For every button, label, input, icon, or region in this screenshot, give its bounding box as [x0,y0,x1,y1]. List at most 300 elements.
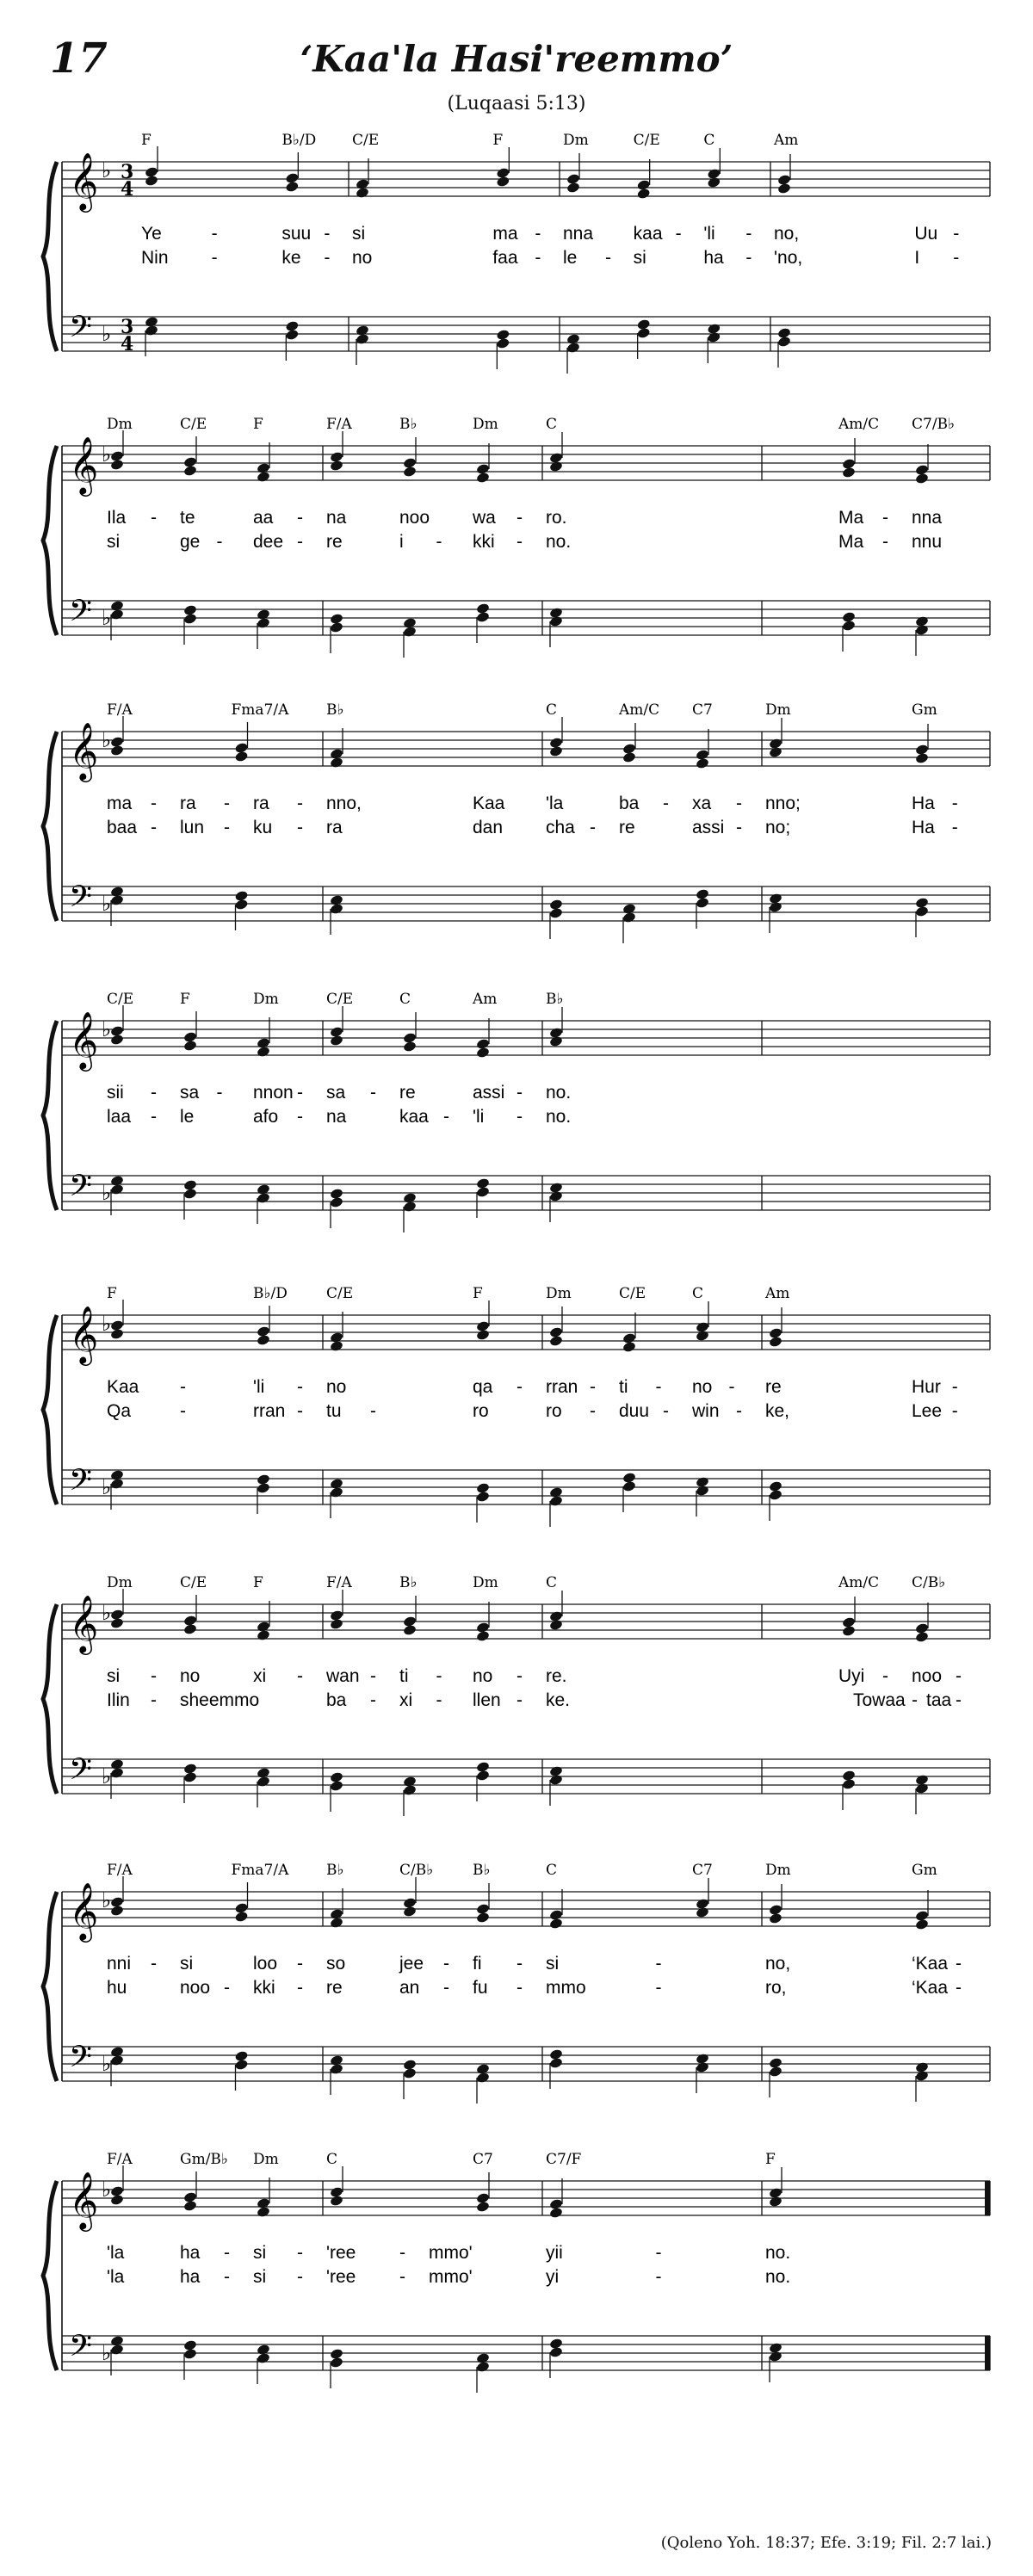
lyric-syllable: ra [253,794,269,813]
lyric-syllable: - [951,1377,958,1397]
lyric-syllable: so [326,1954,346,1974]
chord-symbol: Dm [107,416,133,433]
treble-note [769,2196,783,2208]
lyric-syllable: laa [107,1107,132,1127]
chord-symbol: Dm [765,1862,791,1879]
lyric-syllable: lun [180,818,205,837]
system-brace [43,1892,57,2081]
key-signature-flat: ♭ [102,892,112,916]
treble-note [110,1905,125,1917]
lyric-syllable: ha [703,248,724,268]
system-brace [43,732,57,921]
treble-note [110,1328,125,1340]
lyric-syllable: Towaa [853,1690,906,1710]
treble-clef: 𝄞 [69,151,99,210]
key-signature-flat: ♭ [102,1017,112,1041]
key-signature-flat: ♭ [102,158,112,182]
treble-note [330,1035,344,1047]
treble-staff [62,1881,990,1943]
bass-note [696,2061,710,2073]
chord-symbol: Dm [253,2151,279,2168]
final-bar-line [985,2181,990,2215]
lyric-syllable: - [655,1377,662,1397]
lyric-syllable: kki [473,532,495,552]
lyric-syllable: - [436,1690,442,1710]
lyric-syllable: mmo [546,1978,586,1998]
lyric-syllable: - [297,2267,303,2287]
lyric-syllable: re [399,1083,416,1103]
lyric-syllable: xi [399,1690,413,1710]
bass-note [769,2066,783,2078]
lyric-syllable: fi [473,1954,482,1974]
lyric-syllable: taa [926,1690,952,1710]
lyric-syllable: yi [546,2267,560,2287]
treble-note [257,2206,271,2218]
lyric-syllable: ti [399,1666,409,1686]
lyric-syllable: - [956,1954,962,1974]
chord-symbol: F [107,1285,117,1302]
bass-clef: 𝄢 [69,2039,93,2081]
treble-note [496,176,510,188]
lyric-syllable: win [692,1401,720,1421]
lyric-syllable: ba [619,794,640,813]
system-7 [0,1859,1033,2117]
bass-note [549,615,564,627]
lyric-syllable: Uyi [838,1666,865,1686]
lyric-syllable: - [436,1666,442,1686]
system-6 [0,1572,1033,1830]
lyric-syllable: no [473,1666,493,1686]
bass-note [257,1776,271,1788]
treble-note [257,1046,271,1058]
bass-note [183,1188,198,1200]
bass-note [476,2072,491,2084]
key-signature-flat: ♭ [102,322,112,346]
lyric-syllable: si [253,2267,267,2287]
lyric-syllable: - [953,248,960,268]
chord-symbol: F/A [326,416,352,433]
lyric-syllable: nnon [253,1083,294,1103]
lyric-syllable: - [951,1401,958,1421]
treble-note [356,187,370,199]
bass-note [234,899,249,911]
treble-note [769,1336,783,1348]
lyric-syllable: 'li [253,1377,265,1397]
bass-note [403,1784,418,1796]
treble-note [110,1617,125,1629]
lyric-syllable: - [590,1401,596,1421]
key-signature-flat: ♭ [102,728,112,752]
lyric-syllable: - [516,1083,523,1103]
lyric-syllable: baa [107,818,138,837]
chord-symbol: C [546,701,558,719]
lyric-syllable: - [436,532,442,552]
treble-note [915,473,930,485]
chord-symbol: C [399,991,411,1008]
lyric-syllable: wan [326,1666,360,1686]
treble-note [476,1912,491,1924]
lyric-syllable: nnu [912,532,943,552]
lyric-syllable: - [882,532,888,552]
lyric-syllable: ge [180,532,201,552]
chord-symbol: F [253,1574,263,1591]
lyric-syllable: rran [546,1377,578,1397]
system-brace [43,1021,57,1210]
chord-symbol: Gm/B♭ [180,2151,228,2168]
bass-note [285,329,300,341]
lyric-syllable: - [516,508,523,528]
lyric-syllable: kki [253,1978,275,1998]
lyric-syllable: - [151,1666,157,1686]
lyric-syllable: Kaa [473,794,505,813]
lyric-syllable: ha [180,2267,201,2287]
bass-clef: 𝄢 [69,1462,93,1504]
lyric-syllable: Nin [141,248,169,268]
chord-symbol: Gm [912,701,937,719]
treble-note [234,1911,249,1923]
lyric-syllable: ha [180,2243,201,2263]
lyric-syllable: - [745,248,752,268]
key-signature-flat: ♭ [102,1601,112,1625]
key-signature-flat: ♭ [102,1764,112,1788]
time-signature-top: 3 [121,316,134,338]
bass-clef: 𝄢 [69,1751,93,1794]
lyric-syllable: - [882,1666,888,1686]
lyric-syllable: nna [563,224,594,244]
system-4 [0,988,1033,1246]
lyric-syllable: nno; [765,794,801,813]
bass-note [622,911,637,924]
bass-note [110,608,125,621]
lyric-syllable: assi [692,818,725,837]
bass-staff [62,309,990,355]
lyric-syllable: duu [619,1401,650,1421]
lyric-syllable: no [692,1377,713,1397]
lyric-syllable: - [297,1377,303,1397]
lyric-syllable: 'la [107,2267,125,2287]
system-svg [0,699,1033,957]
chord-symbol: C [546,1574,558,1591]
key-signature-flat: ♭ [102,2341,112,2365]
bass-note [769,2351,783,2363]
lyric-syllable: - [663,794,669,813]
lyric-syllable: le [180,1107,195,1127]
lyric-syllable: Ma [838,508,864,528]
lyric-syllable: sa [180,1083,200,1103]
system-brace [43,1604,57,1794]
treble-note [183,465,198,477]
chord-symbol: B♭ [473,1862,491,1879]
treble-note [769,1912,783,1924]
bass-staff [62,1462,990,1504]
bass-note [476,2361,491,2373]
chord-symbol: F [253,416,263,433]
lyric-syllable: - [297,532,303,552]
chord-symbol: C/E [326,991,354,1008]
lyric-syllable: - [951,818,958,837]
lyric-syllable: 'li [473,1107,485,1127]
lyric-syllable: - [655,1978,662,1998]
lyric-syllable: Lee [912,1401,943,1421]
treble-note [915,1918,930,1930]
chord-symbol: Am [765,1285,790,1302]
lyric-syllable: si [107,1666,121,1686]
chord-symbol: C [326,2151,338,2168]
bass-note [330,621,344,633]
lyric-syllable: noo [399,508,430,528]
lyric-syllable: no [180,1666,201,1686]
lyric-syllable: - [180,1377,186,1397]
chord-symbol: F/A [326,1574,352,1591]
bass-clef: 𝄢 [69,2328,93,2370]
lyric-syllable: - [297,1978,303,1998]
lyric-syllable: sii [107,1083,124,1103]
lyric-syllable: - [370,1401,376,1421]
lyric-syllable: ti [619,1377,628,1397]
key-signature-flat: ♭ [102,1888,112,1912]
lyric-syllable: - [224,818,230,837]
lyric-syllable: an [399,1978,420,1998]
chord-symbol: F/A [107,1862,133,1879]
lyric-syllable: ro, [765,1978,787,1998]
bass-note [566,342,581,354]
lyric-syllable: llen [473,1690,501,1710]
lyric-syllable: no; [765,818,791,837]
lyric-syllable: - [297,1107,303,1127]
lyric-syllable: si [633,248,646,268]
treble-note [110,744,125,757]
system-5 [0,1282,1033,1541]
lyric-syllable: ra [326,818,343,837]
lyric-syllable: re [326,532,343,552]
lyric-syllable: - [151,1083,157,1103]
chord-symbol: C7 [692,1862,713,1879]
bass-note [110,1767,125,1779]
system-svg [0,129,1033,387]
chord-symbol: F [180,991,190,1008]
bass-note [915,1782,930,1795]
chord-symbol: F [141,132,152,149]
treble-note [330,1618,344,1630]
chord-symbol: B♭ [326,1862,344,1879]
lyric-syllable: no. [765,2243,791,2263]
bass-note [915,2070,930,2082]
treble-clef: 𝄞 [69,721,99,780]
lyric-syllable: wa [473,508,496,528]
lyric-syllable: - [736,794,742,813]
lyric-syllable: Qa [107,1401,132,1421]
treble-note [110,2194,125,2206]
lyric-syllable: mmo' [429,2243,473,2263]
system-brace [43,1315,57,1504]
treble-note [549,2207,564,2219]
lyric-syllable: Ila [107,508,127,528]
treble-note [330,2195,344,2207]
lyric-syllable: - [297,818,303,837]
bass-note [403,1201,418,1213]
chord-symbol: Gm [912,1862,937,1879]
lyric-syllable: kaa [399,1107,429,1127]
lyric-syllable: - [297,794,303,813]
treble-note [696,1330,710,1342]
bass-note [183,2348,198,2360]
treble-clef: 𝄞 [69,1881,99,1940]
bass-note [356,333,370,345]
system-svg [0,413,1033,671]
lyric-syllable: yii [546,2243,563,2263]
lyric-syllable: - [224,2267,230,2287]
bass-staff [62,2328,990,2370]
bass-note [403,2067,418,2079]
bass-note [110,1478,125,1490]
lyric-syllable: si [107,532,121,552]
bass-note [769,1489,783,1501]
lyric-syllable: no. [765,2267,791,2287]
lyric-syllable: afo [253,1107,279,1127]
treble-clef: 𝄞 [69,1010,99,1069]
bass-note [257,1482,271,1494]
lyric-syllable: - [535,248,541,268]
lyric-syllable: - [297,2243,303,2263]
lyric-syllable: si [352,224,366,244]
time-signature-top: 3 [121,161,134,183]
lyric-syllable: Ha [912,818,935,837]
treble-note [476,1630,491,1642]
chord-symbol: Dm [563,132,589,149]
lyric-syllable: - [675,224,682,244]
key-signature-flat: ♭ [102,442,112,466]
treble-clef: 𝄞 [69,436,99,494]
chord-symbol: B♭ [399,416,418,433]
treble-note [285,181,300,193]
chord-symbol: C/E [619,1285,646,1302]
chord-symbol: Dm [253,991,279,1008]
chord-symbol: F [765,2151,776,2168]
treble-note [403,466,418,478]
lyric-syllable: I [914,248,920,268]
lyric-syllable: no, [765,1954,791,1974]
lyric-syllable: cha [546,818,575,837]
chord-symbol: C/E [326,1285,354,1302]
chord-symbol: C [546,416,558,433]
bass-note [915,624,930,636]
lyric-syllable: 'no, [774,248,803,268]
chord-symbol: C7/B♭ [912,416,956,433]
lyric-syllable: sheemmo [180,1690,260,1710]
lyric-syllable: - [297,1083,303,1103]
lyric-syllable: noo [180,1978,211,1998]
lyric-syllable: - [535,224,541,244]
bass-note [549,1495,564,1507]
lyric-syllable: - [399,2243,405,2263]
bass-clef: 𝄢 [69,1168,93,1210]
chord-symbol: Am [774,132,799,149]
key-signature-flat: ♭ [102,1312,112,1336]
lyric-syllable: - [956,1978,962,1998]
bass-note [636,327,651,339]
lyric-syllable: xa [692,794,712,813]
lyric-syllable: - [736,1401,742,1421]
lyric-syllable: ke [281,248,301,268]
chord-symbol: Am [473,991,498,1008]
bass-note [330,2357,344,2369]
lyric-syllable: - [297,1666,303,1686]
chord-symbol: B♭ [399,1574,418,1591]
chord-symbol: C [546,1862,558,1879]
treble-note [696,757,710,769]
lyric-syllable: - [399,2267,405,2287]
lyric-syllable: Kaa [107,1377,139,1397]
chord-symbol: C7/F [546,2151,582,2168]
lyric-syllable: no [326,1377,347,1397]
lyric-syllable: si [546,1954,560,1974]
treble-staff [62,2171,990,2232]
lyric-syllable: - [516,1107,523,1127]
chord-symbol: C/E [107,991,134,1008]
key-signature-flat: ♭ [102,2178,112,2202]
chord-symbol: B♭/D [281,132,317,149]
treble-note [566,182,581,194]
treble-note [476,1047,491,1059]
treble-note [549,745,564,757]
lyric-syllable: 'la [546,794,564,813]
lyric-syllable: ba [326,1690,347,1710]
system-brace [43,162,57,351]
chord-symbol: F [492,132,504,149]
lyric-syllable: - [956,1690,962,1710]
bass-note [330,2063,344,2075]
lyric-syllable: nna [912,508,943,528]
lyric-syllable: rran [253,1401,286,1421]
chord-symbol: B♭ [326,701,344,719]
chord-symbol: C/E [633,132,660,149]
chord-symbol: B♭ [546,991,564,1008]
lyric-syllable: 'ree [326,2267,356,2287]
bass-note [842,620,857,632]
bass-note [549,1774,564,1786]
treble-note [777,182,792,195]
lyric-syllable: Ma [838,532,864,552]
lyric-syllable: - [216,1083,223,1103]
treble-staff [62,1305,990,1366]
lyric-syllable: 'li [703,224,715,244]
chord-symbol: C/E [180,416,207,433]
footer-references: (Qoleno Yoh. 18:37; Efe. 3:19; Fil. 2:7 lai.) [660,2534,992,2552]
treble-note [842,466,857,479]
lyric-syllable: dan [473,818,504,837]
lyric-syllable: ra [180,794,196,813]
lyric-syllable: ke, [765,1401,790,1421]
lyric-syllable: ma [107,794,133,813]
lyric-syllable: assi [473,1083,505,1103]
bass-note [476,611,491,623]
final-bar-line [985,2336,990,2370]
chord-symbol: C [692,1285,704,1302]
system-brace [43,446,57,635]
chord-symbol: C7 [473,2151,493,2168]
treble-note [769,746,783,758]
chord-symbol: Dm [107,1574,133,1591]
lyric-syllable: - [211,248,218,268]
lyric-syllable: - [443,1107,449,1127]
chord-symbol: F/A [107,701,133,719]
lyric-syllable: - [590,818,596,837]
system-svg [0,2148,1033,2406]
lyric-syllable: jee [399,1954,424,1974]
bass-note [707,331,721,343]
lyric-syllable: - [953,224,960,244]
time-signature-bottom: 4 [121,178,134,201]
